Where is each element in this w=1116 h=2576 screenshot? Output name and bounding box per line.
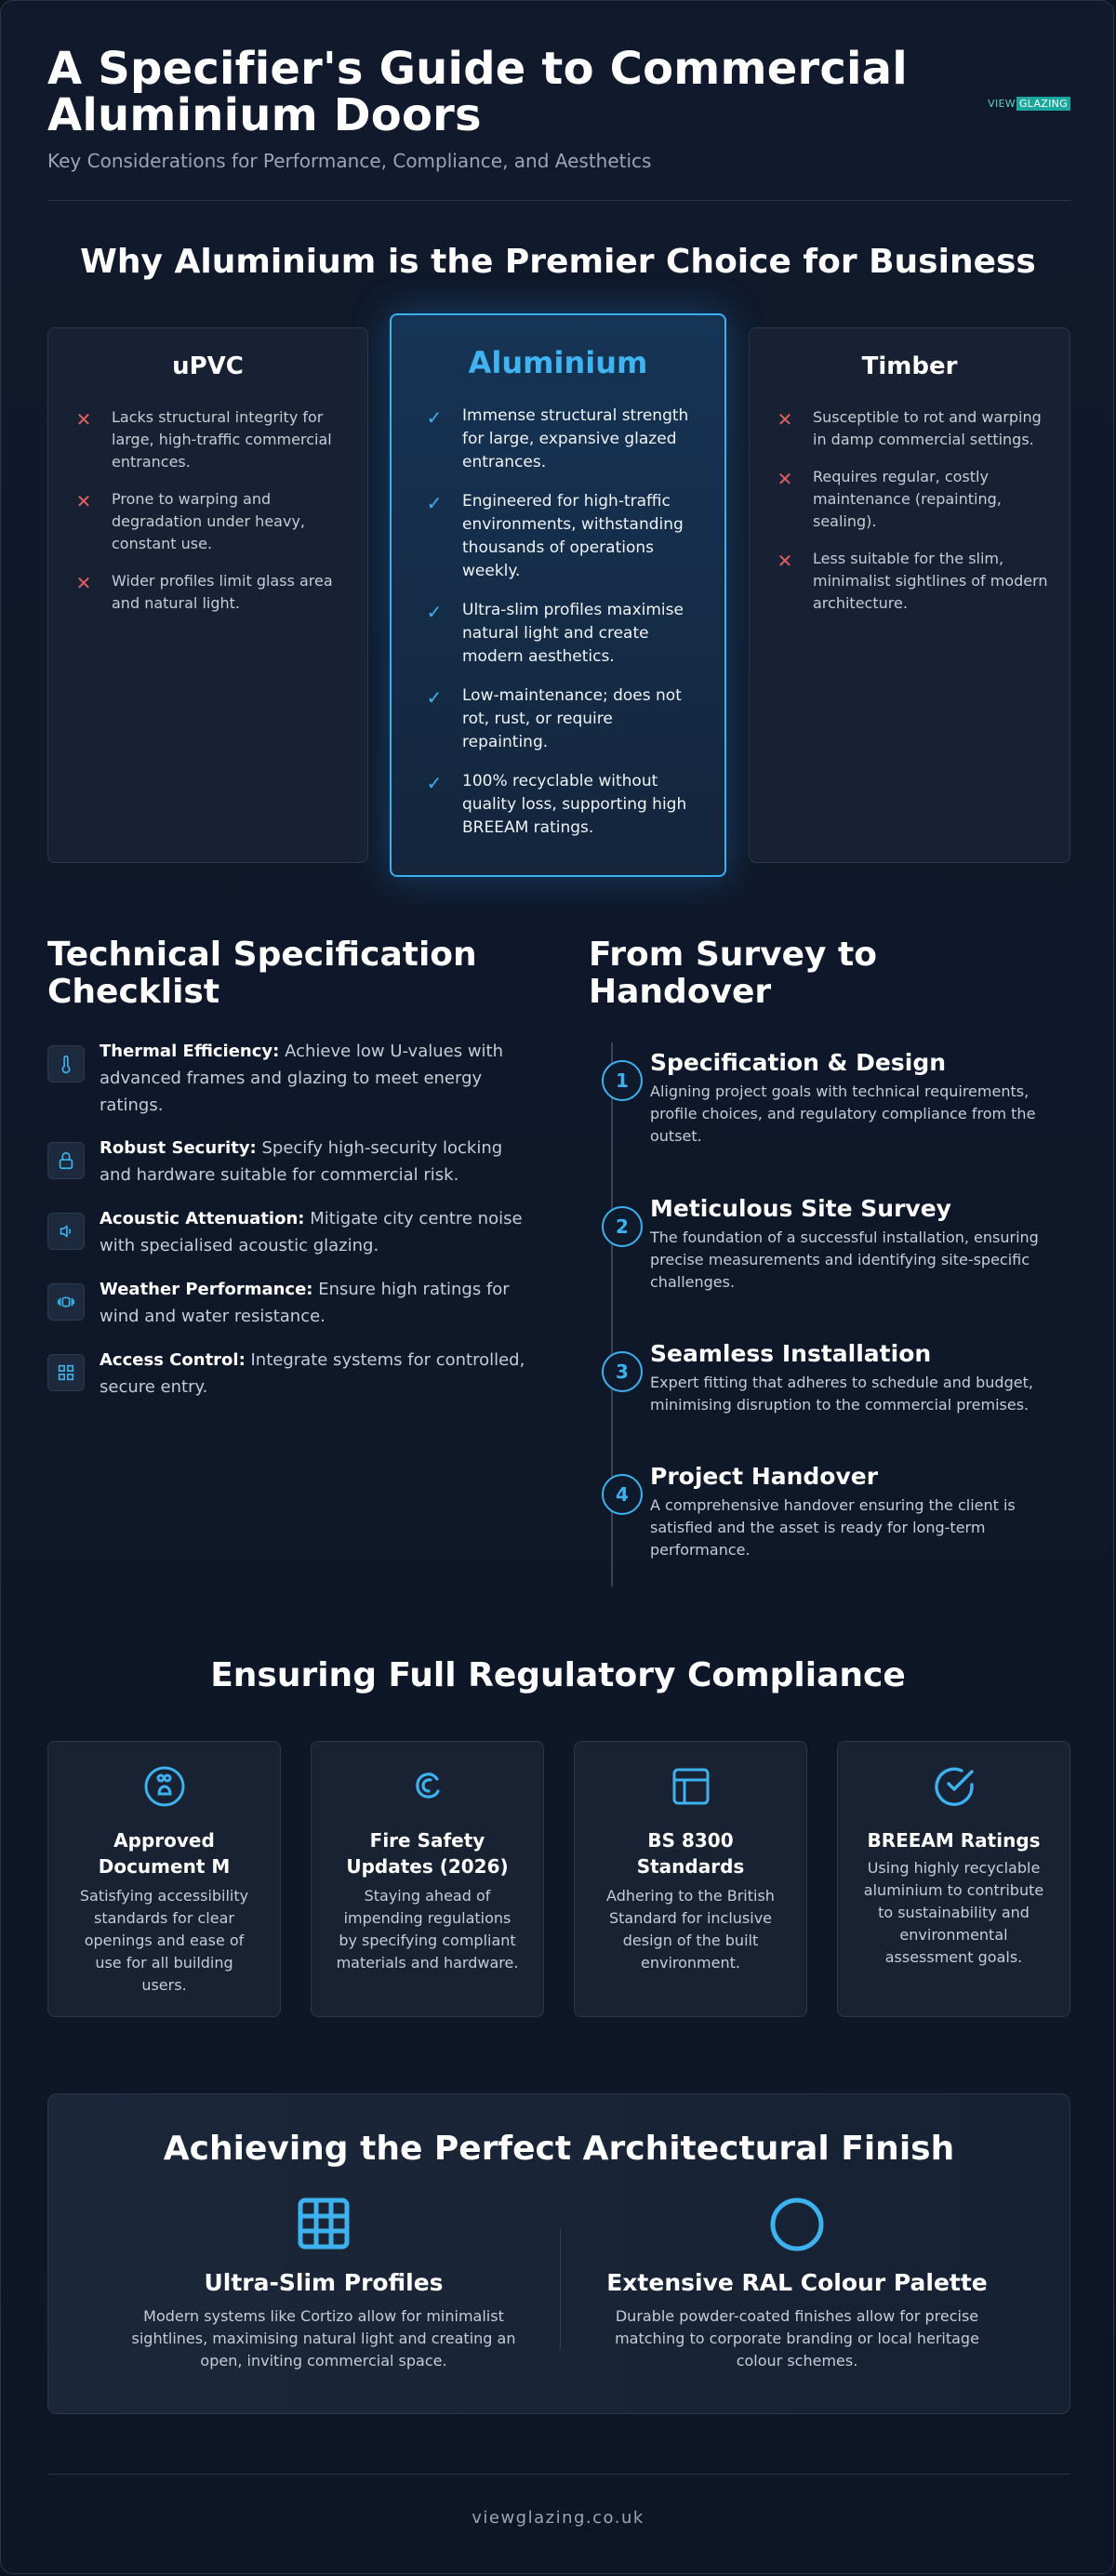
compliance-description: Adhering to the British Standard for inclusive design of the built environment. — [606, 1887, 775, 1972]
cross-icon: ✕ — [777, 468, 793, 490]
card-timber — [749, 327, 1070, 863]
list-item: ✕ Susceptible to rot and warping in damp commercial settings. — [774, 406, 1049, 451]
cross-icon: ✕ — [777, 408, 793, 431]
cross-icon: ✕ — [75, 490, 92, 512]
grid-frame-icon — [119, 2197, 528, 2258]
footer-divider — [47, 2474, 1070, 2475]
step-number: 1 — [602, 1060, 643, 1101]
compliance-heading: Ensuring Full Regulatory Compliance — [210, 1656, 906, 1694]
check-circle-icon — [838, 1764, 1070, 1809]
check-icon: ✓ — [426, 686, 443, 709]
step-title: Specification & Design — [650, 1049, 947, 1076]
list-item: ✕ Requires regular, costly maintenance (repainting, sealing). — [774, 466, 1049, 533]
circle-icon — [592, 2197, 1002, 2258]
logo-highlight: GLAZING — [1016, 97, 1070, 111]
compliance-description: Staying ahead of impending regulations by specifying compliant materials and hardware. — [336, 1887, 519, 1972]
card-upvc-list — [73, 406, 345, 615]
check-icon: ✓ — [426, 601, 443, 623]
cross-icon: ✕ — [777, 550, 793, 572]
compliance-card-fire — [311, 1741, 544, 2017]
step-description: The foundation of a successful installation, ensuring precise measurements and identifying site-specific challenges. — [650, 1228, 1039, 1291]
check-icon: ✓ — [426, 772, 443, 794]
checklist-item-security: Robust Security: Specify high-security locking and hardware suitable for commercial risk. — [47, 1135, 531, 1188]
logo[interactable] — [988, 98, 1070, 110]
compliance-description: Satisfying accessibility standards for clear openings and ease of use for all building users. — [79, 1887, 249, 1994]
finish-title: Extensive RAL Colour Palette — [606, 2269, 988, 2296]
checklist-item-access: Access Control: Integrate systems for controlled, secure entry. — [47, 1347, 531, 1401]
step-title: Project Handover — [650, 1463, 879, 1490]
finish-divider — [560, 2229, 561, 2350]
timeline-step-1 — [602, 1049, 1076, 1148]
weather-icon — [47, 1283, 85, 1321]
finish-title: Ultra-Slim Profiles — [204, 2269, 444, 2296]
card-aluminium — [390, 313, 726, 877]
step-title: Meticulous Site Survey — [650, 1195, 951, 1222]
compliance-card-bs8300 — [574, 1741, 807, 2017]
card-aluminium-title: Aluminium — [468, 345, 648, 380]
timeline-step-3 — [602, 1340, 1076, 1416]
finish-panel — [47, 2093, 1070, 2414]
list-item: ✓ Low-maintenance; does not rot, rust, or require repainting. — [423, 684, 700, 754]
thermometer-icon — [47, 1045, 85, 1082]
cross-icon: ✕ — [75, 572, 92, 594]
list-item: ✓ 100% recyclable without quality loss, supporting high BREEAM ratings. — [423, 770, 700, 840]
compliance-title: Fire Safety Updates (2026) — [346, 1829, 509, 1878]
checklist-item-acoustic: Acoustic Attenuation: Mitigate city centre noise with specialised acoustic glazing. — [47, 1205, 531, 1259]
compliance-description: Using highly recyclable aluminium to contribute to sustainability and environmental assessment goals. — [863, 1859, 1044, 1966]
list-item: ✓ Immense structural strength for large, expansive glazed entrances. — [423, 405, 700, 474]
list-item: ✓ Engineered for high-traffic environments, withstanding thousands of operations weekly. — [423, 490, 700, 583]
checklist-heading: Technical Specification Checklist — [47, 936, 477, 1011]
finish-col-profiles — [119, 2197, 528, 2372]
compliance-card-breeam — [837, 1741, 1070, 2017]
page-title: A Specifier's Guide to Commercial Aluminium Doors — [47, 43, 908, 141]
list-item: ✕ Wider profiles limit glass area and natural light. — [73, 570, 345, 615]
finish-description: Modern systems like Cortizo allow for minimalist sightlines, maximising natural light and creating an open, inviting commercial space. — [131, 2307, 516, 2370]
compliance-card-doc-m — [47, 1741, 281, 2017]
timeline-step-2 — [602, 1195, 1076, 1294]
card-upvc — [47, 327, 368, 863]
lock-icon — [47, 1142, 85, 1179]
card-upvc-title: uPVC — [172, 352, 244, 380]
finish-heading: Achieving the Perfect Architectural Finish — [163, 2130, 955, 2168]
finish-col-colours — [592, 2197, 1002, 2372]
speaker-icon — [47, 1213, 85, 1250]
list-item: ✕ Lacks structural integrity for large, high-traffic commercial entrances. — [73, 406, 345, 473]
checklist-item-weather: Weather Performance: Ensure high ratings for wind and water resistance. — [47, 1276, 531, 1330]
compliance-title: Approved Document M — [98, 1829, 231, 1878]
header-divider — [47, 200, 1070, 201]
compliance-title: BS 8300 Standards — [636, 1829, 745, 1878]
layout-icon — [575, 1764, 806, 1809]
check-icon: ✓ — [426, 406, 443, 429]
logo-prefix: VIEW — [988, 98, 1016, 110]
why-heading: Why Aluminium is the Premier Choice for Business — [80, 243, 1036, 281]
card-timber-title: Timber — [861, 352, 958, 380]
accessibility-icon — [48, 1764, 280, 1809]
list-item: ✕ Prone to warping and degradation under heavy, constant use. — [73, 488, 345, 555]
step-description: Expert fitting that adheres to schedule and budget, minimising disruption to the commercial premises. — [650, 1374, 1033, 1414]
fire-icon — [312, 1764, 543, 1809]
step-number: 4 — [602, 1474, 643, 1515]
checklist-item-thermal: Thermal Efficiency: Achieve low U-values with advanced frames and glazing to meet energy ratings. — [47, 1038, 531, 1119]
step-description: A comprehensive handover ensuring the client is satisfied and the asset is ready for long-term performance. — [650, 1496, 1016, 1559]
card-timber-list — [774, 406, 1049, 615]
grid-icon — [47, 1354, 85, 1391]
card-aluminium-list — [423, 405, 700, 840]
step-description: Aligning project goals with technical requirements, profile choices, and regulatory compliance from the outset. — [650, 1082, 1036, 1145]
step-title: Seamless Installation — [650, 1340, 932, 1367]
cross-icon: ✕ — [75, 408, 92, 431]
timeline-step-4 — [602, 1463, 1076, 1561]
page-subtitle: Key Considerations for Performance, Compliance, and Aesthetics — [47, 150, 652, 172]
finish-description: Durable powder-coated finishes allow for precise matching to corporate branding or local heritage colour schemes. — [615, 2307, 979, 2370]
compliance-title: BREEAM Ratings — [867, 1829, 1041, 1852]
header — [47, 43, 1070, 172]
check-icon: ✓ — [426, 492, 443, 514]
process-heading: From Survey to Handover — [589, 936, 877, 1011]
step-number: 2 — [602, 1206, 643, 1247]
step-number: 3 — [602, 1351, 643, 1392]
list-item: ✕ Less suitable for the slim, minimalist sightlines of modern architecture. — [774, 548, 1049, 615]
list-item: ✓ Ultra-slim profiles maximise natural light and create modern aesthetics. — [423, 599, 700, 669]
footer-link[interactable]: viewglazing.co.uk — [472, 2508, 644, 2528]
